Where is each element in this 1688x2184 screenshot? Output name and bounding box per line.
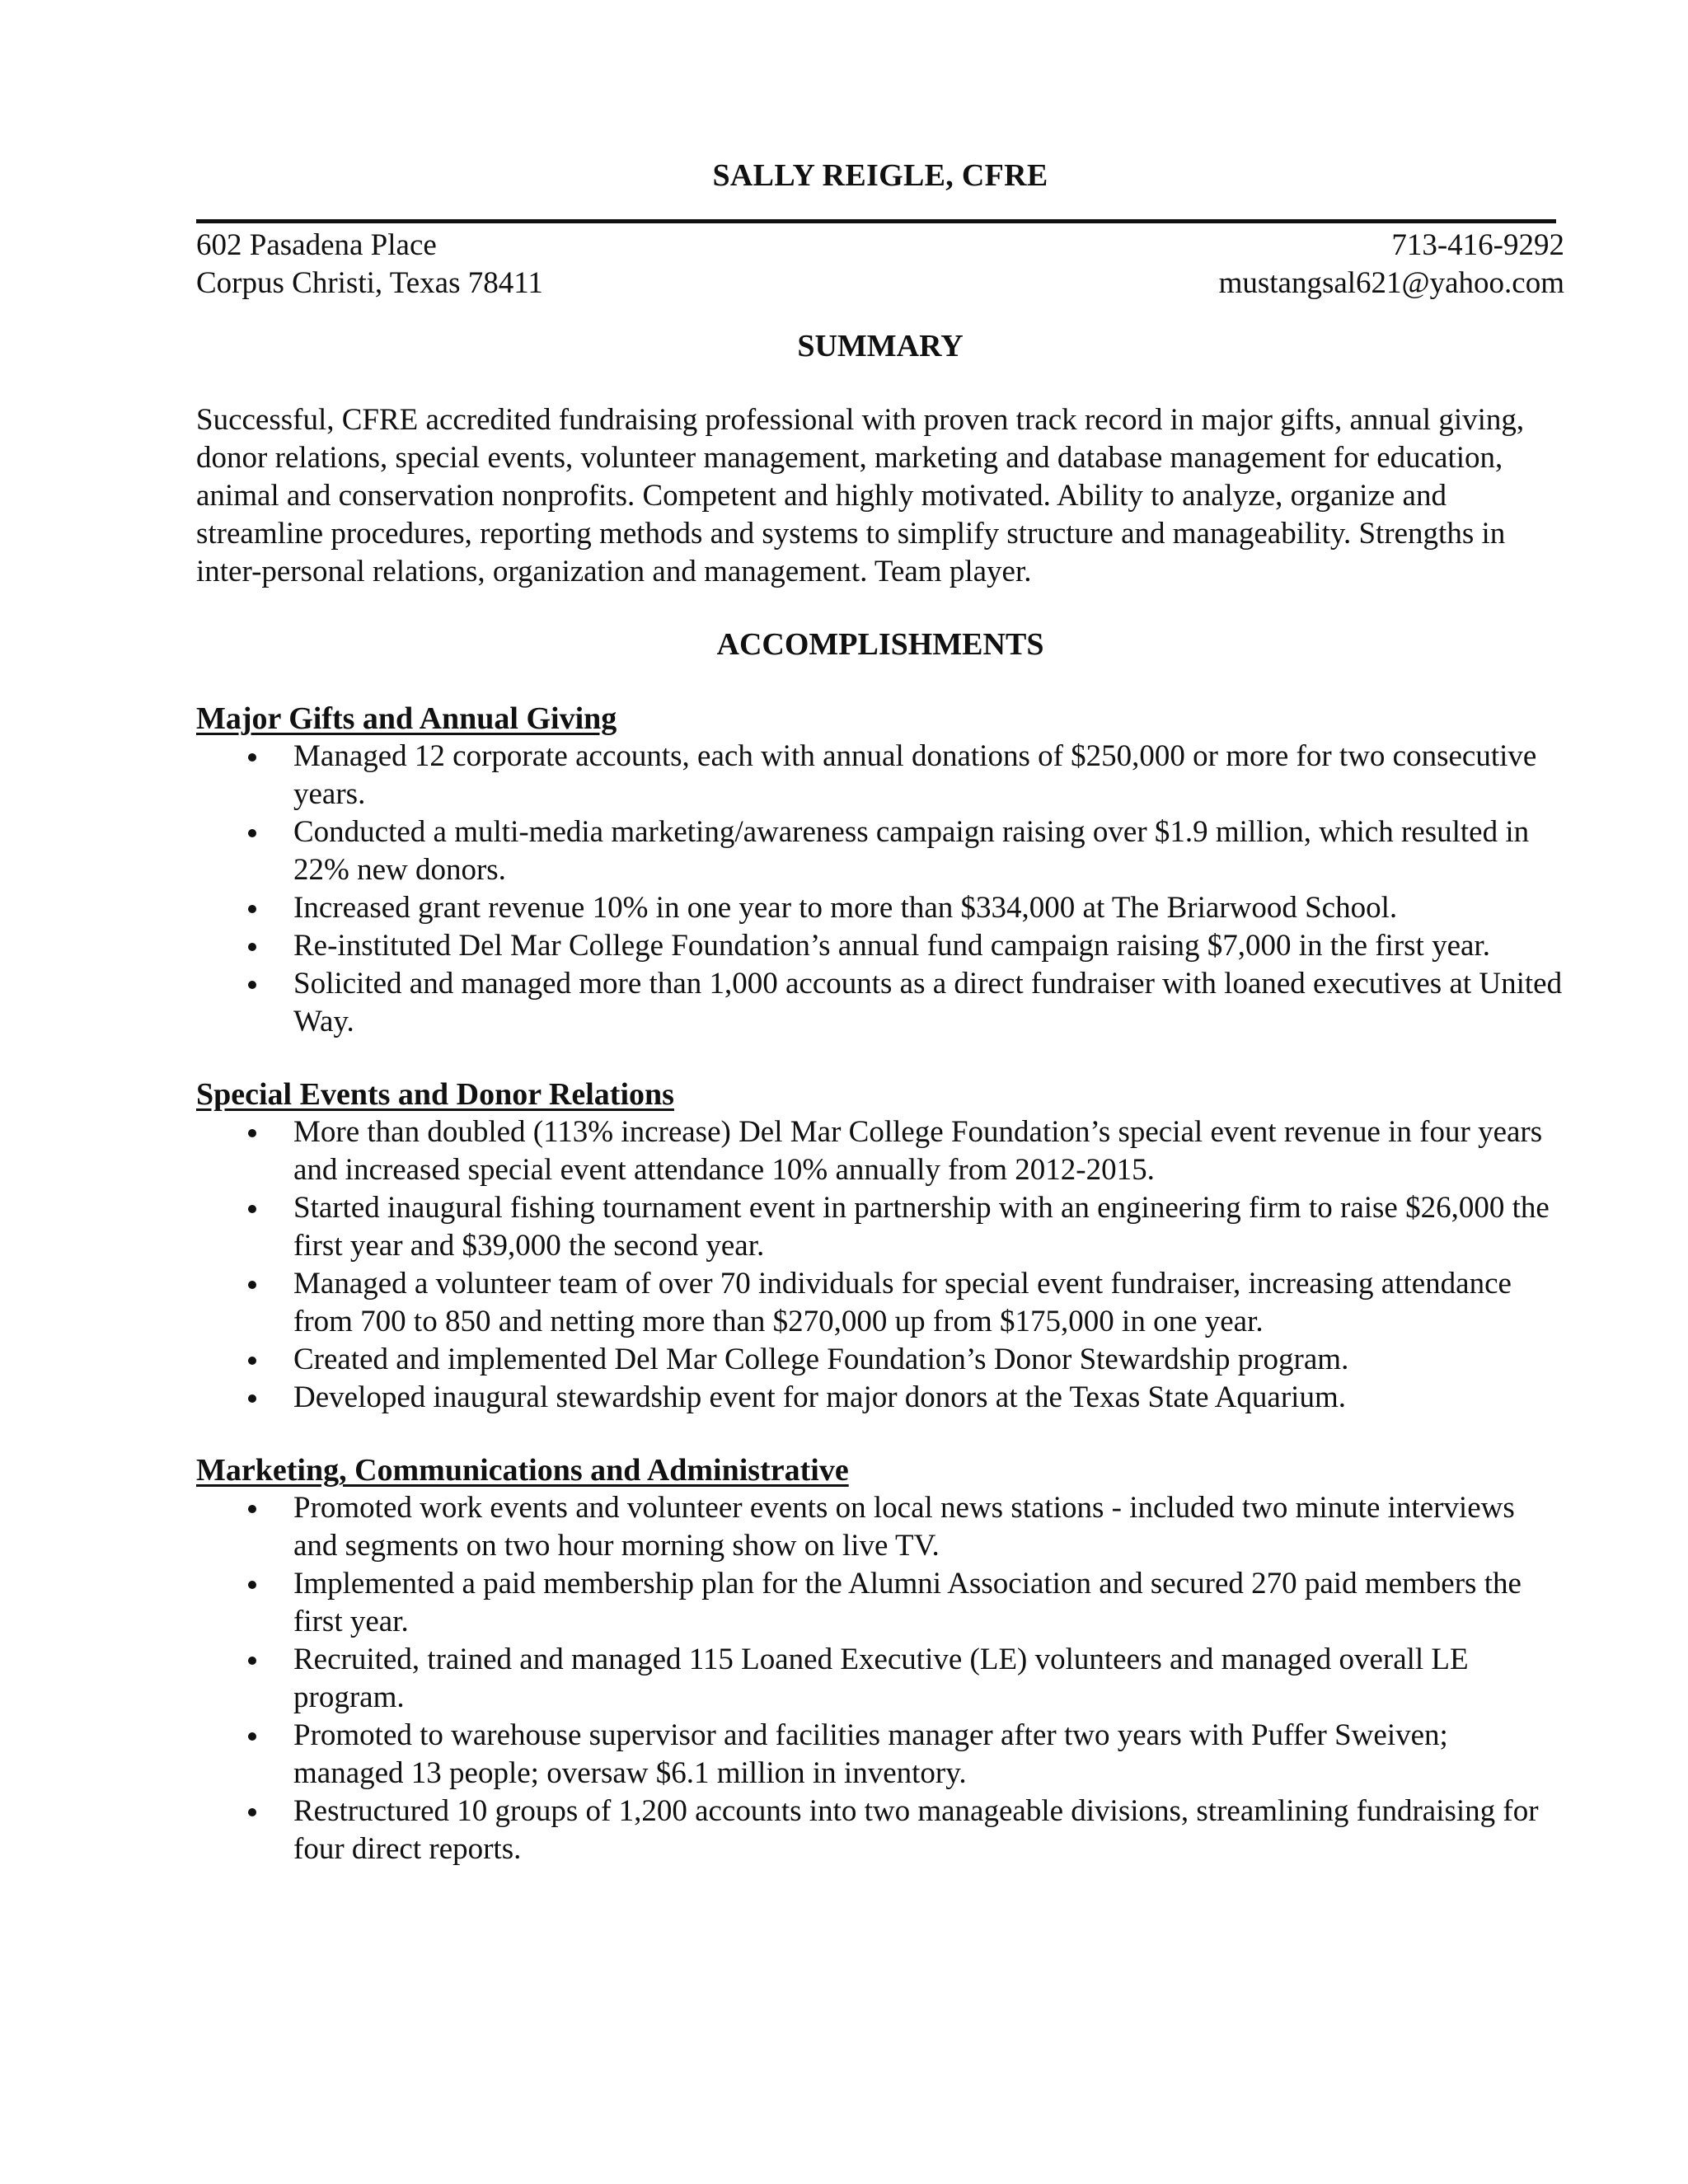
bullet-icon <box>248 1581 256 1589</box>
email-address: mustangsal621@yahoo.com <box>1218 266 1564 300</box>
accomplishments-title: ACCOMPLISHMENTS <box>716 627 1044 662</box>
list-item-text: Recruited, trained and managed 115 Loaned Executive (LE) volunteers and managed overall LE program. <box>293 1643 1469 1714</box>
list-item <box>196 1489 1564 1565</box>
address-line-2: Corpus Christi, Texas 78411 <box>196 266 543 300</box>
bullet-list <box>196 1113 1564 1417</box>
bullet-icon <box>248 1129 256 1137</box>
list-item-text: More than doubled (113% increase) Del Mar College Foundation’s special event revenue in four years and increased special event attendance 10% annually from 2012-2015. <box>293 1115 1543 1187</box>
list-item <box>196 927 1564 965</box>
bullet-icon <box>248 753 256 762</box>
list-item <box>196 1793 1564 1868</box>
address-line-1: 602 Pasadena Place <box>196 228 437 262</box>
resume-page <box>196 157 1564 1868</box>
bullet-icon <box>248 981 256 989</box>
resume-name: SALLY REIGLE, CFRE <box>712 158 1048 193</box>
list-item <box>196 1379 1564 1417</box>
list-item-text: Managed a volunteer team of over 70 individuals for special event fundraiser, increasing attendance from 700 to 850 and netting more than $270,000 up from $175,000 in one year. <box>293 1267 1512 1338</box>
list-item <box>196 813 1564 889</box>
summary-title: SUMMARY <box>797 329 964 363</box>
list-item-text: Created and implemented Del Mar College Foundation’s Donor Stewardship program. <box>293 1343 1349 1376</box>
accomplishments-section <box>196 1451 1564 1868</box>
list-item-text: Solicited and managed more than 1,000 accounts as a direct fundraiser with loaned executives at United Way. <box>293 967 1563 1038</box>
phone-number: 713-416-9292 <box>1391 228 1564 262</box>
section-heading: Special Events and Donor Relations <box>196 1077 674 1112</box>
bullet-icon <box>248 1205 256 1213</box>
bullet-icon <box>248 1394 256 1403</box>
list-item <box>196 738 1564 813</box>
address-block <box>196 227 543 302</box>
list-item <box>196 889 1564 927</box>
accomplishments-section <box>196 1076 1564 1417</box>
list-item <box>196 1565 1564 1641</box>
list-item-text: Promoted work events and volunteer events on local news stations - included two minute interviews and segments on two hour morning show on live TV. <box>293 1491 1515 1563</box>
list-item-text: Increased grant revenue 10% in one year to more than $334,000 at The Briarwood School. <box>293 891 1398 925</box>
bullet-icon <box>248 829 256 837</box>
list-item <box>196 965 1564 1041</box>
list-item-text: Restructured 10 groups of 1,200 accounts into two manageable divisions, streamlining fundraising for four direct reports. <box>293 1794 1539 1866</box>
contact-block <box>196 227 1564 302</box>
accomplishments-section <box>196 700 1564 1041</box>
list-item-text: Implemented a paid membership plan for the Alumni Association and secured 270 paid members the first year. <box>293 1567 1522 1638</box>
bullet-icon <box>248 943 256 951</box>
phone-email-block <box>1219 227 1564 302</box>
list-item-text: Promoted to warehouse supervisor and facilities manager after two years with Puffer Sweiven; managed 13 people; oversaw $6.1 million in inventory. <box>293 1718 1448 1790</box>
bullet-icon <box>248 905 256 913</box>
list-item-text: Conducted a multi-media marketing/awareness campaign raising over $1.9 million, which resulted in 22% new donors. <box>293 815 1530 887</box>
list-item <box>196 1717 1564 1793</box>
list-item-text: Developed inaugural stewardship event for major donors at the Texas State Aquarium. <box>293 1380 1346 1414</box>
bullet-icon <box>248 1281 256 1289</box>
bullet-icon <box>248 1732 256 1741</box>
bullet-icon <box>248 1808 256 1816</box>
bullet-icon <box>248 1505 256 1513</box>
list-item-text: Managed 12 corporate accounts, each with annual donations of $250,000 or more for two consecutive years. <box>293 739 1537 811</box>
list-item <box>196 1341 1564 1379</box>
section-heading: Major Gifts and Annual Giving <box>196 701 617 736</box>
bullet-icon <box>248 1357 256 1365</box>
bullet-icon <box>248 1657 256 1665</box>
section-heading: Marketing, Communications and Administrative <box>196 1453 849 1488</box>
bullet-list <box>196 1489 1564 1868</box>
list-item <box>196 1189 1564 1265</box>
list-item-text: Started inaugural fishing tournament event in partnership with an engineering firm to raise $26,000 the first year and $39,000 the second year. <box>293 1191 1550 1263</box>
list-item <box>196 1265 1564 1341</box>
list-item-text: Re-instituted Del Mar College Foundation’s annual fund campaign raising $7,000 in the first year. <box>293 929 1490 963</box>
summary-text: Successful, CFRE accredited fundraising professional with proven track record in major gifts, annual giving, donor relations, special events, volunteer management, marketing and database management for education, animal and conservation nonprofits. Competent and highly motivated. Ability to analyze, organize and streamline procedures, reporting methods and systems to simplify structure and manageability. Strengths in inter-personal relations, organization and management. Team player. <box>196 403 1525 588</box>
header-divider <box>196 219 1556 223</box>
bullet-list <box>196 738 1564 1041</box>
list-item <box>196 1641 1564 1717</box>
list-item <box>196 1113 1564 1189</box>
